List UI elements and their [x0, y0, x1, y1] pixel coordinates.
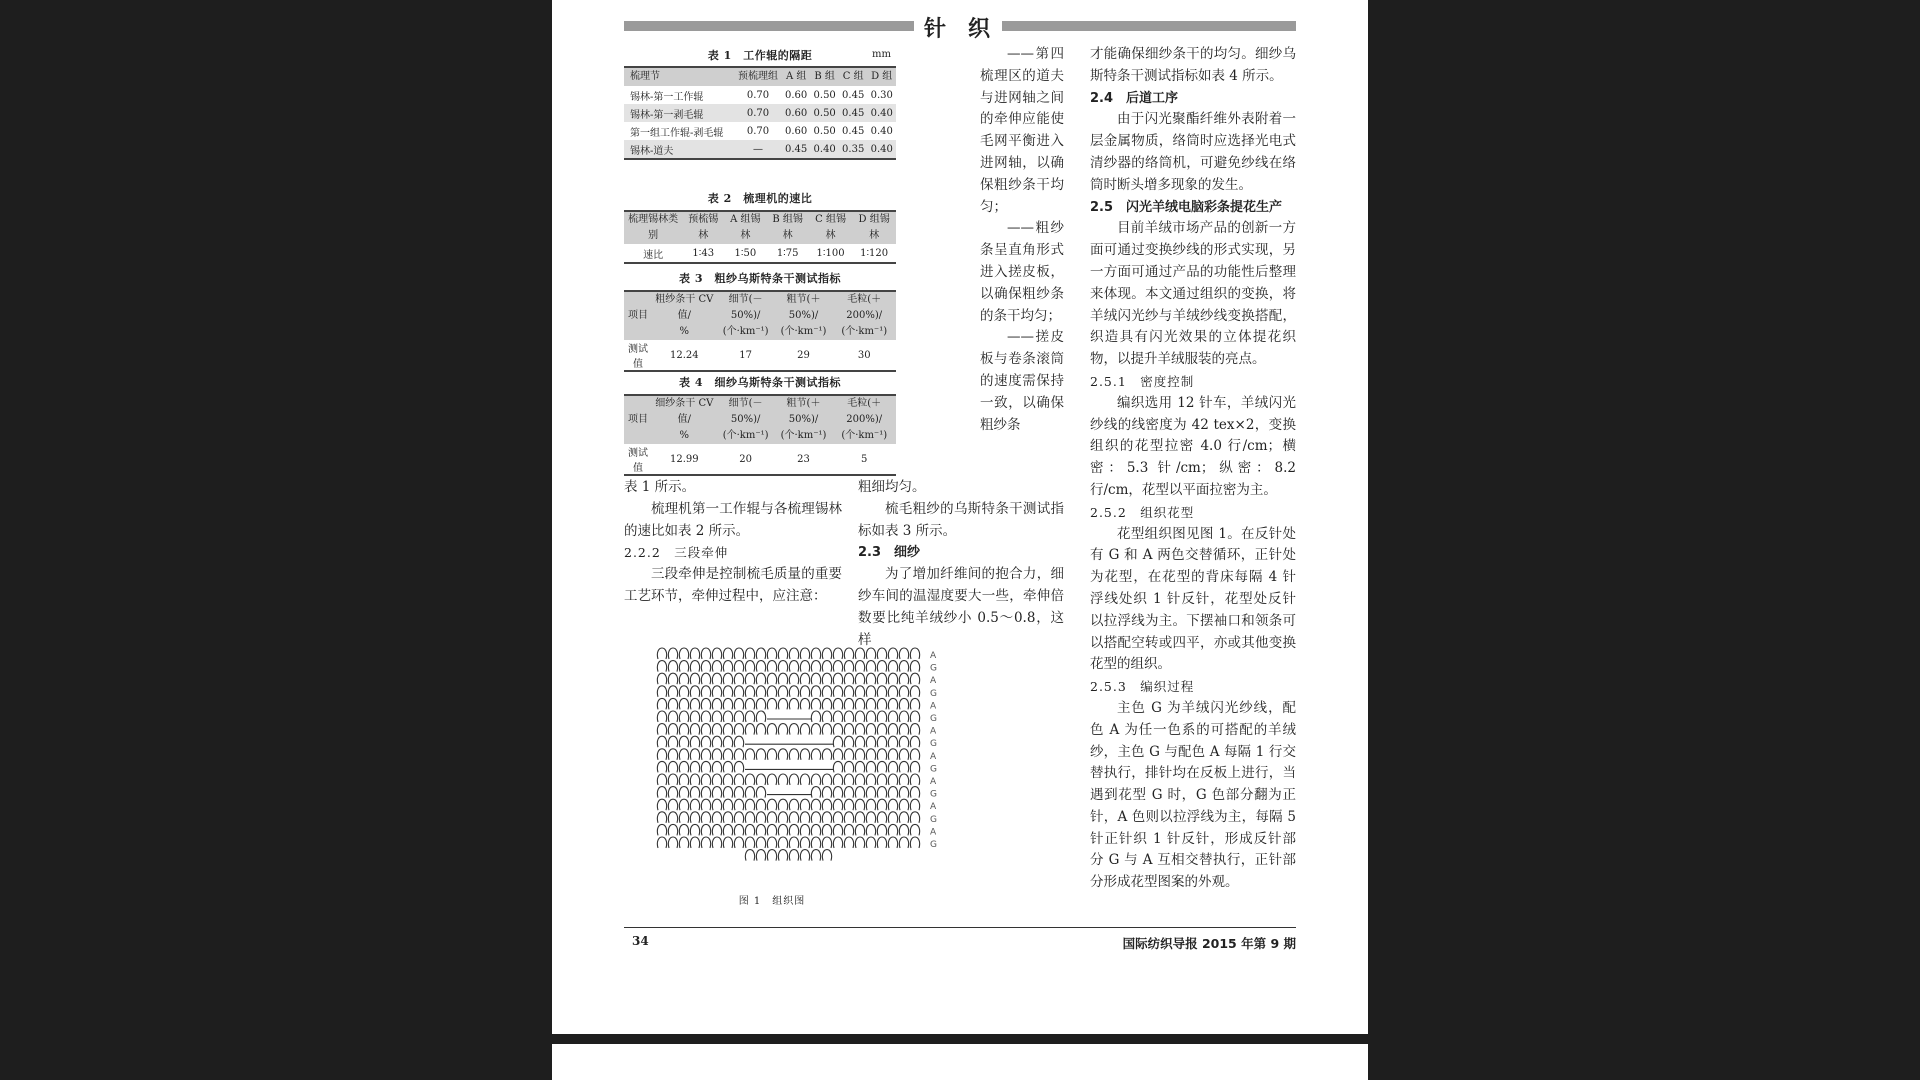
- table-cell: 0.60: [785, 89, 808, 101]
- table-cell: 0.45: [842, 107, 865, 119]
- table-cell: 锡林-道夫: [630, 145, 674, 157]
- course-label: G: [930, 688, 937, 699]
- table-header-cell: 细节(－50%)/ (个·km⁻¹): [722, 294, 769, 337]
- table-cell: 0.50: [813, 125, 836, 137]
- header-bar-right: [1002, 21, 1296, 31]
- table-header-cell: D 组: [871, 71, 893, 82]
- table2: [624, 210, 896, 264]
- table-cell: 0.40: [813, 143, 836, 155]
- knit-course-11: [657, 787, 919, 798]
- table4: [624, 394, 896, 476]
- header-bar-left: [624, 21, 914, 31]
- paragraph: ——粗纱条呈直角形式进入搓皮板，以确保粗纱条的条干均匀；: [980, 220, 1064, 324]
- knit-course-7: [657, 736, 919, 747]
- knit-course-5: [657, 711, 919, 722]
- table-cell: —: [753, 143, 763, 155]
- table-cell: 0.40: [870, 125, 893, 137]
- section-heading: 2.5.1 密度控制: [1090, 373, 1195, 389]
- table-cell: 17: [739, 349, 752, 361]
- table1-unit: mm: [872, 49, 891, 60]
- table-cell: 0.35: [842, 143, 865, 155]
- table-header-cell: D 组锡林: [858, 214, 890, 241]
- table-cell: 1∶50: [734, 247, 757, 259]
- course-label: G: [930, 840, 937, 850]
- table-cell: 1∶75: [776, 247, 799, 259]
- table-cell: 测试值: [627, 448, 648, 474]
- paragraph: ——搓皮板与卷条滚筒的速度需保持一致，以确保粗纱条: [980, 329, 1064, 433]
- paragraph: 梳毛粗纱的乌斯特条干测试指标如表 3 所示。: [858, 500, 1064, 539]
- table-cell: 1∶43: [692, 247, 715, 259]
- table-cell: 0.45: [842, 125, 865, 137]
- figure-caption: 图 1 组织图: [738, 896, 806, 907]
- middle-column-lower: [858, 477, 1064, 651]
- middle-column-upper: [980, 44, 1064, 436]
- section-heading: 2.2.2 三段牵伸: [624, 545, 729, 561]
- table-row: [624, 340, 896, 370]
- next-page-edge: [552, 1044, 1368, 1080]
- table-cell: 20: [739, 453, 752, 465]
- footer-rule: [624, 927, 1296, 928]
- table-header-cell: A 组锡林: [730, 214, 761, 241]
- knit-course-6: [657, 724, 919, 735]
- table-header-cell: 预梳锡林: [688, 214, 719, 241]
- table-header-cell: B 组锡林: [772, 214, 803, 241]
- table2-caption: 表 2 梳理机的速比: [707, 192, 813, 205]
- header-char-2: 织: [968, 17, 991, 42]
- table-cell: 锡林-第一工作辊: [630, 91, 704, 103]
- table-cell: 测试值: [627, 344, 648, 370]
- course-label: G: [930, 739, 937, 750]
- table-cell: 1∶120: [860, 247, 889, 259]
- table-header-cell: 梳理锡林类别: [628, 214, 679, 241]
- table1: [624, 66, 896, 160]
- table-header-cell: 项目: [627, 310, 648, 321]
- table-cell: 锡林-第一剥毛辊: [630, 109, 704, 121]
- table-cell: 0.45: [785, 143, 808, 155]
- table-header-cell: 粗节(＋50%)/ (个·km⁻¹): [780, 294, 827, 337]
- course-label: A: [930, 651, 937, 661]
- table-cell: 23: [797, 453, 810, 465]
- course-label: A: [930, 802, 937, 813]
- knit-course-2: [657, 673, 919, 684]
- paragraph: 才能确保细纱条干的均匀。细纱乌斯特条干测试指标如表 4 所示。: [1090, 46, 1296, 84]
- table-cell: 1∶100: [816, 247, 845, 259]
- knit-structure-figure: [652, 644, 937, 876]
- table-cell: 12.99: [669, 453, 699, 465]
- section-heading: 2.5 闪光羊绒电脑彩条提花生产: [1090, 199, 1283, 215]
- course-label: A: [930, 751, 937, 762]
- table-row: [624, 122, 896, 140]
- knit-course-15: [657, 837, 919, 848]
- knit-bottom-course: [745, 850, 831, 861]
- section-heading: 2.3 细纱: [858, 545, 921, 561]
- table-cell: 0.50: [813, 89, 836, 101]
- table-cell: 0.50: [813, 107, 836, 119]
- course-label: A: [930, 701, 937, 712]
- table-header-cell: C 组锡林: [815, 214, 846, 241]
- paragraph: ——第四梳理区的道夫与进网轴之间的牵伸应能使毛网平衡进入进网轴，以确保粗纱条干均匀；: [980, 46, 1064, 215]
- section-heading: 2.4 后道工序: [1090, 90, 1179, 106]
- course-label: G: [930, 764, 937, 775]
- course-label: G: [930, 789, 937, 800]
- table-row: [624, 140, 896, 158]
- knit-course-13: [657, 812, 919, 823]
- table-header-cell: 项目: [627, 414, 648, 425]
- journal-name: 国际纺织导报 2015 年第 9 期: [1122, 936, 1296, 951]
- table-cell: 12.24: [669, 349, 699, 361]
- table-header-cell: B 组: [814, 71, 835, 82]
- course-label: A: [930, 777, 937, 787]
- paragraph: 编织选用 12 针车，羊绒闪光纱线的线密度为 42 tex×2，变换组织的花型拉密 4.0 行/cm；横密：5.3 针/cm；纵密：8.2 行/cm，花型以平面拉密为主。: [1090, 394, 1296, 498]
- course-label: A: [930, 676, 937, 687]
- table-header-cell: A 组: [785, 71, 807, 82]
- knit-course-10: [657, 774, 919, 785]
- table-cell: 0.70: [746, 125, 770, 137]
- page-number: 34: [632, 934, 649, 948]
- knit-course-8: [657, 749, 919, 760]
- paragraph: 目前羊绒市场产品的创新一方面可通过变换纱线的形式实现，另一方面可通过产品的功能性后整理来体现。本文通过组织的变换，将羊绒闪光纱与羊绒纱线变换搭配，织造具有闪光效果的立体提花织物，以提升羊绒服装的亮点。: [1090, 220, 1296, 368]
- knit-course-0: [657, 648, 919, 659]
- table-row: [624, 104, 896, 122]
- knit-course-4: [657, 698, 919, 709]
- table3-caption: 表 3 粗纱乌斯特条干测试指标: [679, 272, 841, 285]
- course-label: A: [930, 726, 937, 737]
- course-label: G: [930, 814, 937, 825]
- paragraph: 由于闪光聚酯纤维外表附着一层金属物质，络筒时应选择光电式清纱器的络筒机，可避免纱线在络筒时断头增多现象的发生。: [1090, 111, 1296, 193]
- left-column-lower: [624, 477, 842, 608]
- table-cell: 0.40: [870, 143, 893, 155]
- knit-course-3: [657, 686, 919, 697]
- knit-course-14: [657, 824, 919, 835]
- table-header-cell: 毛粒(＋200%)/ (个·km⁻¹): [841, 398, 888, 441]
- table-row: [624, 86, 896, 104]
- table-cell: 0.45: [842, 89, 865, 101]
- table-cell: 30: [857, 349, 871, 361]
- table-header-cell: 粗节(＋50%)/ (个·km⁻¹): [780, 398, 827, 441]
- table-cell: 0.40: [870, 107, 893, 119]
- course-label: G: [930, 663, 937, 674]
- table-row: [624, 244, 896, 262]
- table-header-cell: 细纱条干 CV 值/ %: [655, 398, 714, 441]
- paragraph: 主色 G 为羊绒闪光纱线，配色 A 为任一色系的可搭配的羊绒纱，主色 G 与配色 A 每隔 1 行交替执行，排针均在反板上进行，当遇到花型 G 时，G 色部分翻为正针，A 色则以拉浮线为主，每隔 5 针正针织 1 针反针，形成反针部分 G 与 A 互相交替执行，正针部分形成花型图案的外观。: [1090, 699, 1296, 891]
- paragraph: 粗细均匀。: [858, 479, 926, 495]
- table-cell: 0.60: [785, 107, 808, 119]
- table-row: [624, 444, 896, 474]
- section-heading: 2.5.2 组织花型: [1090, 504, 1195, 520]
- paragraph: 三段牵伸是控制梳毛质量的重要工艺环节，牵伸过程中，应注意：: [624, 566, 842, 604]
- paragraph: 表 1 所示。: [624, 479, 696, 495]
- paragraph: 花型组织图见图 1。在反针处有 G 和 A 两色交替循环，正针处为花型，在花型的背床每隔 4 针浮线处织 1 针反针，花型处反针以拉浮线为主。下摆袖口和领条可以搭配空转或四平，亦或其他变换花型的组织。: [1090, 525, 1296, 673]
- table-cell: 5: [861, 453, 868, 465]
- table-cell: 0.60: [785, 125, 808, 137]
- document-page: [552, 0, 1368, 1034]
- table1-caption: 表 1 工作辊的隔距: [707, 49, 813, 62]
- table-cell: 0.30: [870, 89, 893, 101]
- table-cell: 速比: [643, 249, 664, 261]
- paragraph: 为了增加纤维间的抱合力，细纱车间的温湿度要大一些，牵伸倍数要比纯羊绒纱小 0.5～0.8，这样: [858, 566, 1064, 648]
- table-header-cell: C 组: [842, 71, 864, 82]
- header-char-1: 针: [924, 17, 947, 42]
- table-cell: 0.70: [746, 89, 770, 101]
- table-header-cell: 粗纱条干 CV 值/ %: [655, 294, 714, 337]
- knit-course-9: [657, 761, 919, 772]
- table-header-cell: 梳理节: [630, 71, 660, 82]
- course-label: G: [930, 714, 937, 724]
- table-cell: 0.70: [746, 107, 770, 119]
- table3: [624, 290, 896, 372]
- table-header-cell: 细节(－50%)/ (个·km⁻¹): [722, 398, 769, 441]
- table4-caption: 表 4 细纱乌斯特条干测试指标: [679, 376, 841, 389]
- knit-course-12: [657, 799, 919, 810]
- course-label: A: [930, 827, 937, 838]
- table-cell: 29: [797, 349, 810, 361]
- paragraph: 梳理机第一工作辊与各梳理锡林的速比如表 2 所示。: [624, 500, 842, 539]
- knit-course-1: [657, 661, 919, 672]
- section-heading: 2.5.3 编织过程: [1090, 679, 1195, 695]
- table-header-cell: 预梳理组: [738, 71, 778, 82]
- right-column: [1090, 44, 1296, 894]
- table-header-cell: 毛粒(＋200%)/ (个·km⁻¹): [841, 294, 888, 337]
- table-cell: 第一组工作辊-剥毛辊: [630, 127, 724, 139]
